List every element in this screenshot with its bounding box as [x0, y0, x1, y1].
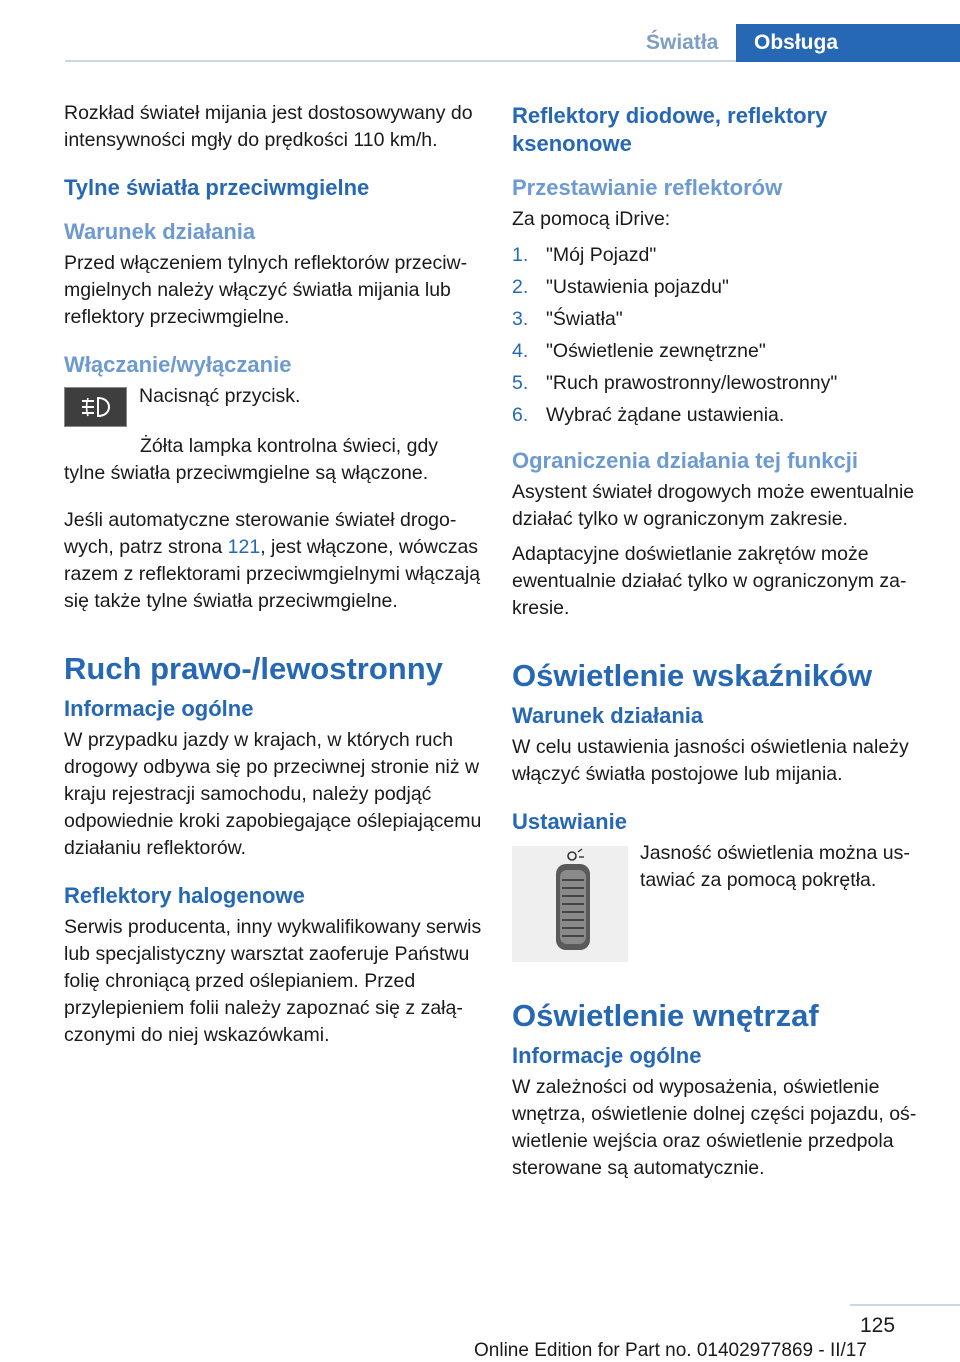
heading-condition-2: Warunek działania	[512, 703, 704, 728]
heading-traffic: Ruch prawo-/lewostronny	[64, 651, 443, 686]
halogen-text: Serwis producenta, inny wykwalifikowany serwis lub specjalistyczny warsztat zaoferuje Państwu folię chroniącą przed oślepianiem. Przed przylepieniem folii należy zapoznać się z załączonymi do niej wskazówkami.	[64, 916, 482, 1046]
setting-text: Jasność oświetlenia można ustawiać za pomocą pokrętła.	[640, 842, 910, 891]
step-number: 3.	[512, 308, 529, 330]
heading-on-off: Włączanie/wyłączanie	[64, 352, 292, 377]
list-item	[512, 335, 932, 367]
press-button-text: Nacisnąć przycisk.	[139, 385, 301, 407]
list-item	[512, 239, 932, 271]
idrive-text: Za pomocą iDrive:	[512, 208, 671, 230]
step-number: 4.	[512, 340, 529, 362]
fog-button-row	[64, 383, 484, 427]
auto-text-b: , jest włączone, wówczas razem z reflektorami przeciwmgielnymi włączają się także tylne światła przeciwmgielne.	[64, 536, 481, 612]
left-column	[64, 100, 484, 1057]
page-number: 125	[860, 1314, 896, 1337]
step-text: "Ustawienia pojazdu"	[546, 276, 729, 298]
page-link[interactable]: 121	[227, 536, 261, 558]
step-number: 6.	[512, 404, 529, 426]
heading-halogen: Reflektory halogenowe	[64, 883, 305, 908]
list-item	[512, 399, 932, 431]
condition-2-text: W celu ustawienia jasności oświetlenia należy włączyć światła postojowe lub mijania.	[512, 736, 909, 785]
header-section: Światła	[646, 31, 719, 54]
list-item	[512, 367, 932, 399]
list-item	[512, 271, 932, 303]
heading-limits: Ograniczenia działania tej funkcji	[512, 448, 858, 473]
general-2-text: W zależności od wyposażenia, oświetlenie wnętrza, oświetlenie dolnej części pojazdu, oświetlenie wejścia oraz oświetlenie przedpola sterowane są automatycznie.	[512, 1076, 917, 1179]
lamp-text: Żółta lampka kontrolna świeci, gdy tylne światła przeciwmgielne są włączone.	[64, 435, 439, 484]
heading-led: Reflektory diodowe, reflektory ksenonowe	[512, 103, 828, 156]
rear-fog-light-icon	[64, 387, 127, 427]
heading-instrument-lighting: Oświetlenie wskaźników	[512, 658, 873, 693]
header-chapter: Obsługa	[736, 24, 960, 62]
right-column	[512, 100, 932, 1190]
edition-text: Online Edition for Part no. 01402977869 - II/17	[474, 1340, 867, 1361]
step-text: "Oświetlenie zewnętrzne"	[546, 340, 766, 362]
heading-rear-fog: Tylne światła przeciwmgielne	[64, 175, 370, 200]
intro-text: Rozkład świateł mijania jest dostosowywany do intensywności mgły do prędkości 110 km/h.	[64, 102, 473, 151]
step-number: 1.	[512, 244, 529, 266]
step-number: 5.	[512, 372, 529, 394]
auto-text-a: Jeśli automatyczne sterowanie świateł drogowych, patrz strona	[64, 509, 457, 558]
footer-rule	[850, 1304, 960, 1306]
dimmer-wheel-image	[512, 846, 628, 962]
dimmer-wheel-icon	[512, 846, 628, 962]
step-text: "Mój Pojazd"	[546, 244, 657, 266]
step-text: "Światła"	[546, 308, 623, 330]
step-text: Wybrać żądane ustawienia.	[546, 404, 785, 426]
heading-condition: Warunek działania	[64, 219, 256, 244]
list-item	[512, 303, 932, 335]
step-text: "Ruch prawostronny/lewostronny"	[546, 372, 838, 394]
heading-general: Informacje ogólne	[64, 696, 254, 721]
general-text: W przypadku jazdy w krajach, w których ruch drogowy odbywa się po przeciwnej stronie niż w kraju rejestracji samochodu, należy podjąć odpowiednie kroki zapobiegające oślepiającemu działaniu reflektorów.	[64, 729, 482, 859]
step-number: 2.	[512, 276, 529, 298]
heading-adjust: Przestawianie reflektorów	[512, 175, 783, 200]
heading-setting: Ustawianie	[512, 809, 627, 834]
limits-text-1: Asystent świateł drogowych może ewentualnie działać tylko w ograniczonym zakresie.	[512, 481, 915, 530]
dimmer-row	[512, 840, 932, 962]
condition-text: Przed włączeniem tylnych reflektorów przeciwmgielnych należy włączyć światła mijania lub reflektory przeciwmgielne.	[64, 252, 468, 328]
heading-general-2: Informacje ogólne	[512, 1043, 702, 1068]
steps-list	[512, 239, 932, 431]
limits-text-2: Adaptacyjne doświetlanie zakrętów może ewentualnie działać tylko w ograniczonym zakresie.	[512, 543, 907, 619]
heading-interior: Oświetlenie wnętrzaf	[512, 998, 819, 1033]
auto-text	[64, 507, 484, 615]
